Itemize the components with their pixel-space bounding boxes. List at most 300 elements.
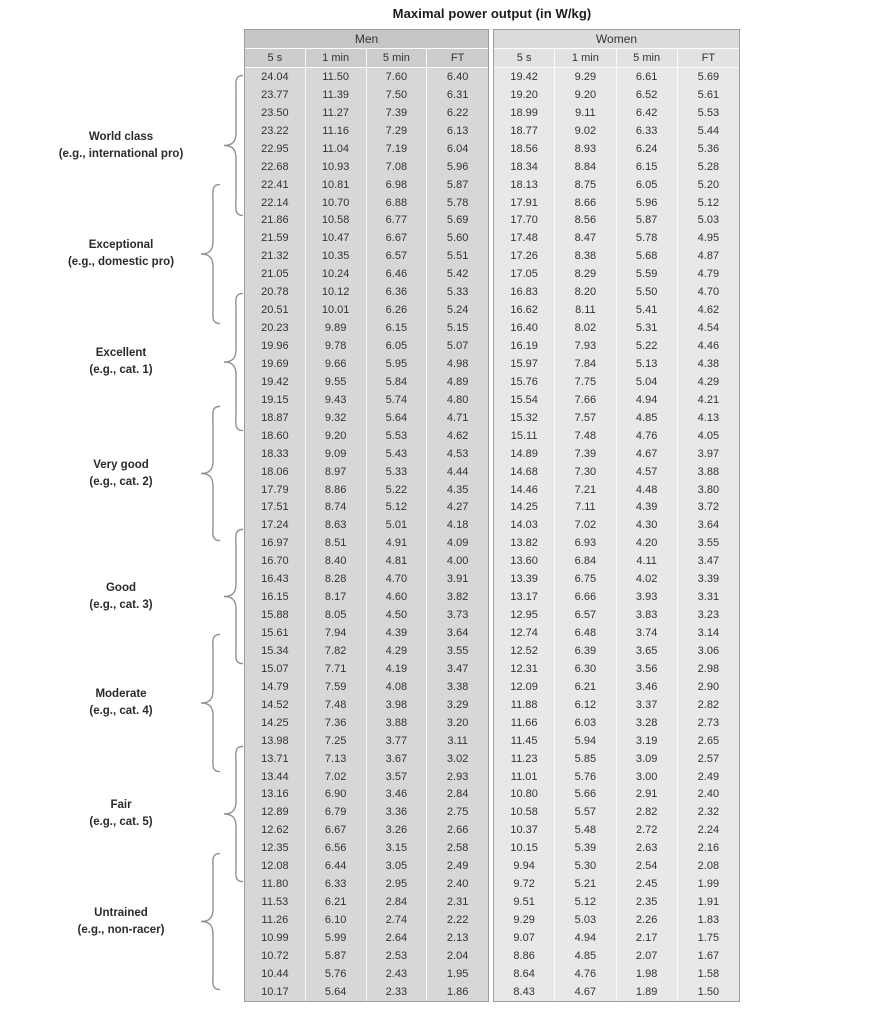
table-row [494,786,739,804]
table-cell: 18.56 [494,140,555,158]
table-cell: 3.55 [697,537,720,550]
table-cell: 5.41 [617,301,678,319]
table-cell: 7.11 [555,499,616,517]
table-cell: 6.40 [446,70,469,83]
table-cell: 8.93 [555,140,616,158]
women-table-block [493,29,740,1002]
table-cell: 3.67 [367,750,428,768]
table-row [245,481,488,499]
table-cell: 3.11 [447,734,468,747]
table-cell: 5.33 [446,286,469,299]
category-example: (e.g., cat. 2) [89,475,153,488]
table-cell: 4.53 [446,447,469,460]
table-cell: 6.52 [617,86,678,104]
table-cell: 3.15 [367,839,428,857]
table-cell: 2.65 [697,734,720,747]
table-cell: 14.46 [494,481,555,499]
category-brace-icon [220,292,243,432]
table-row [245,409,488,427]
table-cell: 4.30 [617,516,678,534]
column-header: 5 s [245,49,306,67]
table-cell: 11.88 [494,696,555,714]
table-cell: 6.33 [617,122,678,140]
table-cell: 8.74 [306,499,367,517]
table-cell: 9.02 [555,122,616,140]
men-table-block [244,29,489,1002]
category-name: World class [88,130,154,143]
table-cell: 3.46 [367,786,428,804]
category-brace-icon [197,405,220,542]
table-row [245,911,488,929]
table-cell: 6.57 [555,606,616,624]
table-row [494,857,739,875]
table-cell: 5.78 [617,229,678,247]
table-row [494,373,739,391]
table-cell: 14.79 [245,678,306,696]
table-cell: 7.08 [367,158,428,176]
table-cell: 5.87 [306,947,367,965]
table-row [494,803,739,821]
table-cell: 2.17 [617,929,678,947]
table-cell: 12.09 [494,678,555,696]
table-cell: 1.99 [697,878,720,891]
table-row [494,104,739,122]
table-cell: 2.84 [446,788,469,801]
table-cell: 10.24 [306,265,367,283]
table-cell: 4.38 [697,357,720,370]
column-header: 1 min [555,49,616,67]
table-cell: 5.64 [306,983,367,1001]
table-cell: 8.66 [555,194,616,212]
table-cell: 9.72 [494,875,555,893]
table-cell: 18.99 [494,104,555,122]
category-label [16,905,226,939]
table-cell: 17.48 [494,229,555,247]
table-cell: 5.12 [697,196,720,209]
table-cell: 3.36 [367,803,428,821]
table-title: Maximal power output (in W/kg) [392,6,592,21]
table-cell: 4.39 [367,624,428,642]
table-row [494,624,739,642]
table-row [494,750,739,768]
table-cell: 3.98 [367,696,428,714]
table-cell: 19.20 [494,86,555,104]
table-cell: 4.89 [446,375,469,388]
category-example: (e.g., cat. 1) [89,364,153,376]
table-cell: 19.42 [494,68,555,86]
table-cell: 5.69 [697,70,720,83]
table-cell: 17.05 [494,265,555,283]
category-label [16,797,226,831]
category-label [16,580,226,614]
table-cell: 16.43 [245,570,306,588]
table-cell: 4.46 [697,340,720,353]
table-cell: 8.63 [306,516,367,534]
table-cell: 23.77 [245,86,306,104]
table-row [494,552,739,570]
category-brace-icon [197,183,220,325]
table-cell: 15.76 [494,373,555,391]
table-cell: 7.29 [367,122,428,140]
table-cell: 23.22 [245,122,306,140]
table-cell: 2.31 [446,896,469,909]
table-row [494,696,739,714]
table-row [245,499,488,517]
table-cell: 23.50 [245,104,306,122]
table-cell: 18.60 [245,427,306,445]
table-cell: 3.37 [617,696,678,714]
table-cell: 5.64 [367,409,428,427]
table-cell: 6.05 [367,337,428,355]
group-header-women: Women [494,30,739,49]
table-cell: 5.53 [367,427,428,445]
table-cell: 4.79 [697,268,720,281]
table-cell: 6.44 [306,857,367,875]
table-cell: 3.77 [367,732,428,750]
category-name: Excellent [95,347,147,359]
table-cell: 13.82 [494,534,555,552]
table-cell: 17.51 [245,499,306,517]
table-cell: 1.83 [697,914,720,927]
table-cell: 2.93 [446,770,469,783]
table-row [494,481,739,499]
table-cell: 22.95 [245,140,306,158]
table-row [245,875,488,893]
table-cell: 5.48 [555,821,616,839]
category-brace-icon [197,852,220,991]
category-name: Exceptional [88,239,154,251]
table-cell: 11.66 [494,714,555,732]
table-cell: 12.95 [494,606,555,624]
table-cell: 4.29 [367,642,428,660]
table-row [494,319,739,337]
table-cell: 2.74 [367,911,428,929]
table-cell: 15.61 [245,624,306,642]
table-cell: 5.53 [697,106,720,119]
table-cell: 21.86 [245,212,306,230]
table-row [494,140,739,158]
table-cell: 6.22 [446,106,469,119]
table-cell: 3.93 [617,588,678,606]
table-cell: 2.35 [617,893,678,911]
table-cell: 7.59 [306,678,367,696]
table-cell: 5.07 [446,340,469,353]
table-cell: 2.66 [446,824,469,837]
table-cell: 6.79 [306,803,367,821]
table-cell: 15.34 [245,642,306,660]
table-cell: 13.17 [494,588,555,606]
table-cell: 10.58 [306,212,367,230]
table-cell: 7.39 [367,104,428,122]
table-cell: 19.69 [245,355,306,373]
table-cell: 3.38 [446,680,469,693]
table-cell: 13.98 [245,732,306,750]
table-row [245,391,488,409]
table-cell: 7.75 [555,373,616,391]
table-row [245,821,488,839]
table-cell: 6.93 [555,534,616,552]
table-cell: 1.67 [697,949,720,962]
category-example: (e.g., international pro) [58,147,184,160]
table-cell: 6.67 [367,229,428,247]
table-cell: 4.44 [446,465,469,478]
table-cell: 3.26 [367,821,428,839]
table-cell: 2.82 [617,803,678,821]
table-cell: 1.50 [697,985,720,998]
category-example: (e.g., cat. 3) [89,598,153,611]
table-row [494,337,739,355]
table-cell: 9.89 [306,319,367,337]
table-row [245,176,488,194]
table-cell: 8.86 [306,481,367,499]
table-cell: 19.15 [245,391,306,409]
table-cell: 21.05 [245,265,306,283]
table-cell: 4.00 [446,555,469,568]
table-cell: 3.09 [617,750,678,768]
table-cell: 14.68 [494,463,555,481]
table-cell: 9.20 [306,427,367,445]
table-cell: 22.41 [245,176,306,194]
table-cell: 6.48 [555,624,616,642]
table-row [245,355,488,373]
table-cell: 3.56 [617,660,678,678]
table-cell: 16.19 [494,337,555,355]
table-cell: 8.56 [555,212,616,230]
table-cell: 3.47 [697,555,720,568]
table-cell: 11.23 [494,750,555,768]
table-cell: 10.99 [245,929,306,947]
table-cell: 19.42 [245,373,306,391]
table-cell: 2.75 [446,806,469,819]
table-cell: 3.88 [697,465,720,478]
table-cell: 4.94 [617,391,678,409]
table-cell: 10.80 [494,786,555,804]
table-cell: 9.55 [306,373,367,391]
table-row [245,642,488,660]
table-cell: 2.32 [697,806,720,819]
table-cell: 16.62 [494,301,555,319]
table-cell: 2.82 [697,698,720,711]
table-cell: 2.22 [446,914,469,927]
table-body-men [245,68,488,1001]
table-cell: 2.64 [367,929,428,947]
category-brace-icon [220,745,243,883]
table-cell: 17.70 [494,212,555,230]
table-cell: 5.85 [555,750,616,768]
table-cell: 4.39 [617,499,678,517]
table-cell: 2.57 [697,752,720,765]
table-cell: 2.04 [446,949,469,962]
table-row [494,732,739,750]
table-row [245,750,488,768]
table-row [245,983,488,1001]
table-cell: 5.01 [367,516,428,534]
table-cell: 20.78 [245,283,306,301]
table-cell: 16.70 [245,552,306,570]
table-row [245,140,488,158]
table-cell: 6.26 [367,301,428,319]
table-cell: 16.15 [245,588,306,606]
table-cell: 4.27 [446,501,469,514]
table-cell: 16.97 [245,534,306,552]
category-label [16,686,226,720]
table-row [494,265,739,283]
table-cell: 12.89 [245,803,306,821]
table-cell: 3.14 [697,627,720,640]
table-row [245,68,488,86]
table-cell: 7.02 [555,516,616,534]
table-row [494,68,739,86]
table-cell: 6.67 [306,821,367,839]
category-example: (e.g., domestic pro) [67,256,175,268]
column-header: 5 s [494,49,555,67]
table-cell: 5.31 [617,319,678,337]
table-cell: 4.81 [367,552,428,570]
table-cell: 4.20 [617,534,678,552]
table-cell: 7.25 [306,732,367,750]
table-row [494,839,739,857]
table-cell: 2.07 [617,947,678,965]
table-cell: 5.51 [446,250,469,263]
table-cell: 10.44 [245,965,306,983]
table-cell: 4.80 [446,393,469,406]
table-cell: 22.68 [245,158,306,176]
table-cell: 4.11 [617,552,678,570]
table-cell: 6.75 [555,570,616,588]
table-cell: 6.42 [617,104,678,122]
table-cell: 8.51 [306,534,367,552]
table-cell: 4.09 [446,537,469,550]
table-row [494,409,739,427]
table-cell: 3.00 [617,768,678,786]
table-cell: 5.69 [446,214,469,227]
table-row [494,929,739,947]
category-name: Untrained [94,906,148,919]
table-cell: 4.91 [367,534,428,552]
table-cell: 18.13 [494,176,555,194]
table-cell: 2.90 [697,680,720,693]
table-row [245,768,488,786]
table-cell: 13.71 [245,750,306,768]
table-cell: 7.94 [306,624,367,642]
table-row [494,768,739,786]
table-cell: 15.54 [494,391,555,409]
column-header: 1 min [306,49,367,67]
table-cell: 7.39 [555,445,616,463]
table-cell: 8.40 [306,552,367,570]
table-cell: 9.51 [494,893,555,911]
table-cell: 8.11 [555,301,616,319]
table-cell: 16.83 [494,283,555,301]
table-cell: 18.77 [494,122,555,140]
table-cell: 4.50 [367,606,428,624]
table-row [245,786,488,804]
table-cell: 18.33 [245,445,306,463]
table-cell: 2.91 [617,786,678,804]
table-cell: 11.01 [494,768,555,786]
table-row [494,678,739,696]
category-label [16,345,226,379]
table-row [494,391,739,409]
table-cell: 1.89 [617,983,678,1001]
table-cell: 3.64 [446,627,469,640]
table-row [245,660,488,678]
table-cell: 3.47 [446,662,469,675]
table-cell: 8.20 [555,283,616,301]
table-cell: 7.21 [555,481,616,499]
table-cell: 17.91 [494,194,555,212]
table-cell: 5.59 [617,265,678,283]
table-cell: 4.19 [367,660,428,678]
table-cell: 13.39 [494,570,555,588]
table-cell: 5.36 [697,142,720,155]
table-cell: 9.94 [494,857,555,875]
table-cell: 4.76 [617,427,678,445]
table-cell: 4.70 [697,286,720,299]
table-row [245,857,488,875]
table-cell: 4.87 [697,250,720,263]
table-cell: 8.29 [555,265,616,283]
table-row [494,947,739,965]
table-cell: 2.26 [617,911,678,929]
power-output-table [244,29,740,1002]
table-cell: 5.84 [367,373,428,391]
table-cell: 5.78 [446,196,469,209]
table-cell: 4.18 [446,519,469,532]
table-cell: 3.73 [446,609,469,622]
table-cell: 6.30 [555,660,616,678]
table-row [245,732,488,750]
table-row [245,247,488,265]
table-cell: 8.47 [555,229,616,247]
group-header-men: Men [245,30,488,49]
table-row [494,212,739,230]
table-cell: 3.28 [617,714,678,732]
table-cell: 18.87 [245,409,306,427]
table-cell: 8.43 [494,983,555,1001]
category-example: (e.g., non-racer) [77,923,165,936]
table-cell: 17.26 [494,247,555,265]
table-cell: 5.87 [617,212,678,230]
table-cell: 3.55 [446,644,469,657]
table-cell: 13.60 [494,552,555,570]
table-cell: 4.94 [555,929,616,947]
category-label [16,457,226,491]
column-header: FT [450,52,465,64]
table-cell: 3.83 [617,606,678,624]
category-label [16,129,226,163]
table-cell: 6.39 [555,642,616,660]
table-cell: 11.50 [306,68,367,86]
table-cell: 21.32 [245,247,306,265]
category-brace-icon [220,74,243,217]
table-cell: 2.73 [697,716,720,729]
table-cell: 12.31 [494,660,555,678]
table-row [494,875,739,893]
table-row [494,821,739,839]
table-cell: 6.84 [555,552,616,570]
table-cell: 3.80 [697,483,720,496]
table-cell: 14.89 [494,445,555,463]
table-cell: 15.11 [494,427,555,445]
table-row [245,158,488,176]
table-cell: 17.24 [245,516,306,534]
table-cell: 14.25 [494,499,555,517]
table-cell: 18.06 [245,463,306,481]
table-row [245,104,488,122]
table-cell: 9.09 [306,445,367,463]
table-cell: 20.51 [245,301,306,319]
